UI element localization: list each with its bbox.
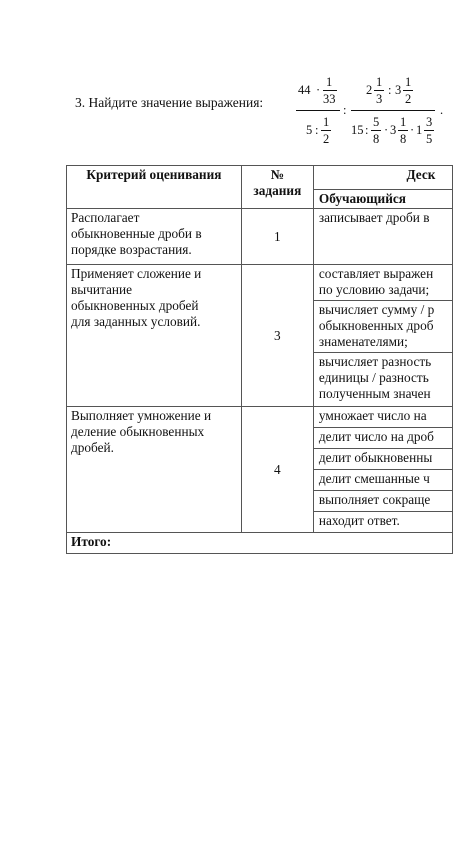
b-den: 2 bbox=[323, 132, 330, 146]
descriptor-cell: умножает число на bbox=[313, 407, 452, 428]
right-main-bar bbox=[351, 110, 435, 111]
header-descriptor: Деск bbox=[313, 166, 452, 190]
header-student: Обучающийся bbox=[313, 190, 452, 209]
table-row bbox=[67, 407, 453, 428]
c1-den: 3 bbox=[376, 92, 383, 106]
c1-fraction-bar bbox=[374, 90, 384, 91]
b-num: 1 bbox=[323, 115, 330, 129]
criterion-cell: Располагает обыкновенные дроби в порядке возрастания. bbox=[67, 209, 242, 265]
b-colon: : bbox=[315, 123, 319, 137]
a-whole: 44 bbox=[298, 83, 311, 97]
task-statement: 3. Найдите значение выражения: bbox=[75, 95, 264, 110]
total-label: Итого: bbox=[67, 533, 453, 554]
descriptor-cell: делит обыкновенны bbox=[313, 449, 452, 470]
descriptor-cell: записывает дроби в bbox=[313, 209, 452, 265]
descriptor-cell: выполняет сокраще bbox=[313, 491, 452, 512]
b-whole: 5 bbox=[306, 123, 313, 137]
d2-num: 5 bbox=[373, 115, 380, 129]
c1-num: 1 bbox=[376, 75, 383, 89]
c2-whole: 3 bbox=[395, 83, 402, 97]
c2-num: 1 bbox=[405, 75, 412, 89]
header-task-number-line1: № bbox=[270, 167, 285, 182]
header-criterion: Критерий оценивания bbox=[67, 166, 242, 209]
d3-whole: 3 bbox=[390, 123, 397, 137]
fraction-expression bbox=[296, 74, 446, 152]
c1-whole: 2 bbox=[366, 83, 373, 97]
a-dot: · bbox=[316, 83, 321, 97]
header-row bbox=[67, 166, 453, 190]
c-colon: : bbox=[388, 83, 392, 97]
d4-den: 5 bbox=[426, 132, 433, 146]
d2-fraction-bar bbox=[371, 130, 381, 131]
task-number-cell: 1 bbox=[241, 209, 313, 265]
task-number-cell: 4 bbox=[241, 407, 313, 533]
table-row bbox=[67, 265, 453, 301]
descriptor-cell: делит число на дроб bbox=[313, 428, 452, 449]
d3-num: 1 bbox=[400, 115, 407, 129]
d2-den: 8 bbox=[373, 132, 380, 146]
criterion-cell: Выполняет умножение и деление обыкновенных дробей. bbox=[67, 407, 242, 533]
d-dot-2: · bbox=[410, 123, 415, 137]
descriptor-cell: вычисляет сумму / р обыкновенных дроб знаменателями; bbox=[313, 301, 452, 353]
descriptor-cell: составляет выражен по условию задачи; bbox=[313, 265, 452, 301]
criterion-cell: Применяет сложение и вычитание обыкновенных дробей для заданных условий. bbox=[67, 265, 242, 407]
end-dot: . bbox=[440, 103, 444, 117]
total-row bbox=[67, 533, 453, 554]
d4-whole: 1 bbox=[416, 123, 423, 137]
c2-den: 2 bbox=[405, 92, 412, 106]
c2-fraction-bar bbox=[403, 90, 413, 91]
descriptor-cell: вычисляет разность единицы / разность полученным значен bbox=[313, 353, 452, 407]
header-task-number bbox=[241, 166, 313, 209]
d3-fraction-bar bbox=[398, 130, 408, 131]
a-fraction-bar bbox=[323, 90, 337, 91]
a-num: 1 bbox=[326, 75, 333, 89]
descriptor-cell: делит смешанные ч bbox=[313, 470, 452, 491]
d3-den: 8 bbox=[400, 132, 407, 146]
d1-colon: : bbox=[365, 123, 369, 137]
d1-whole: 15 bbox=[351, 123, 364, 137]
table-row bbox=[67, 209, 453, 265]
main-colon: : bbox=[343, 103, 347, 117]
d4-fraction-bar bbox=[424, 130, 434, 131]
task-number-cell: 3 bbox=[241, 265, 313, 407]
d-dot-1: · bbox=[384, 123, 389, 137]
a-den: 33 bbox=[323, 92, 336, 106]
d4-num: 3 bbox=[426, 115, 433, 129]
assessment-table bbox=[66, 165, 453, 554]
b-fraction-bar bbox=[321, 130, 331, 131]
left-main-bar bbox=[296, 110, 340, 111]
descriptor-cell: находит ответ. bbox=[313, 512, 452, 533]
header-task-number-line2: задания bbox=[253, 183, 302, 198]
